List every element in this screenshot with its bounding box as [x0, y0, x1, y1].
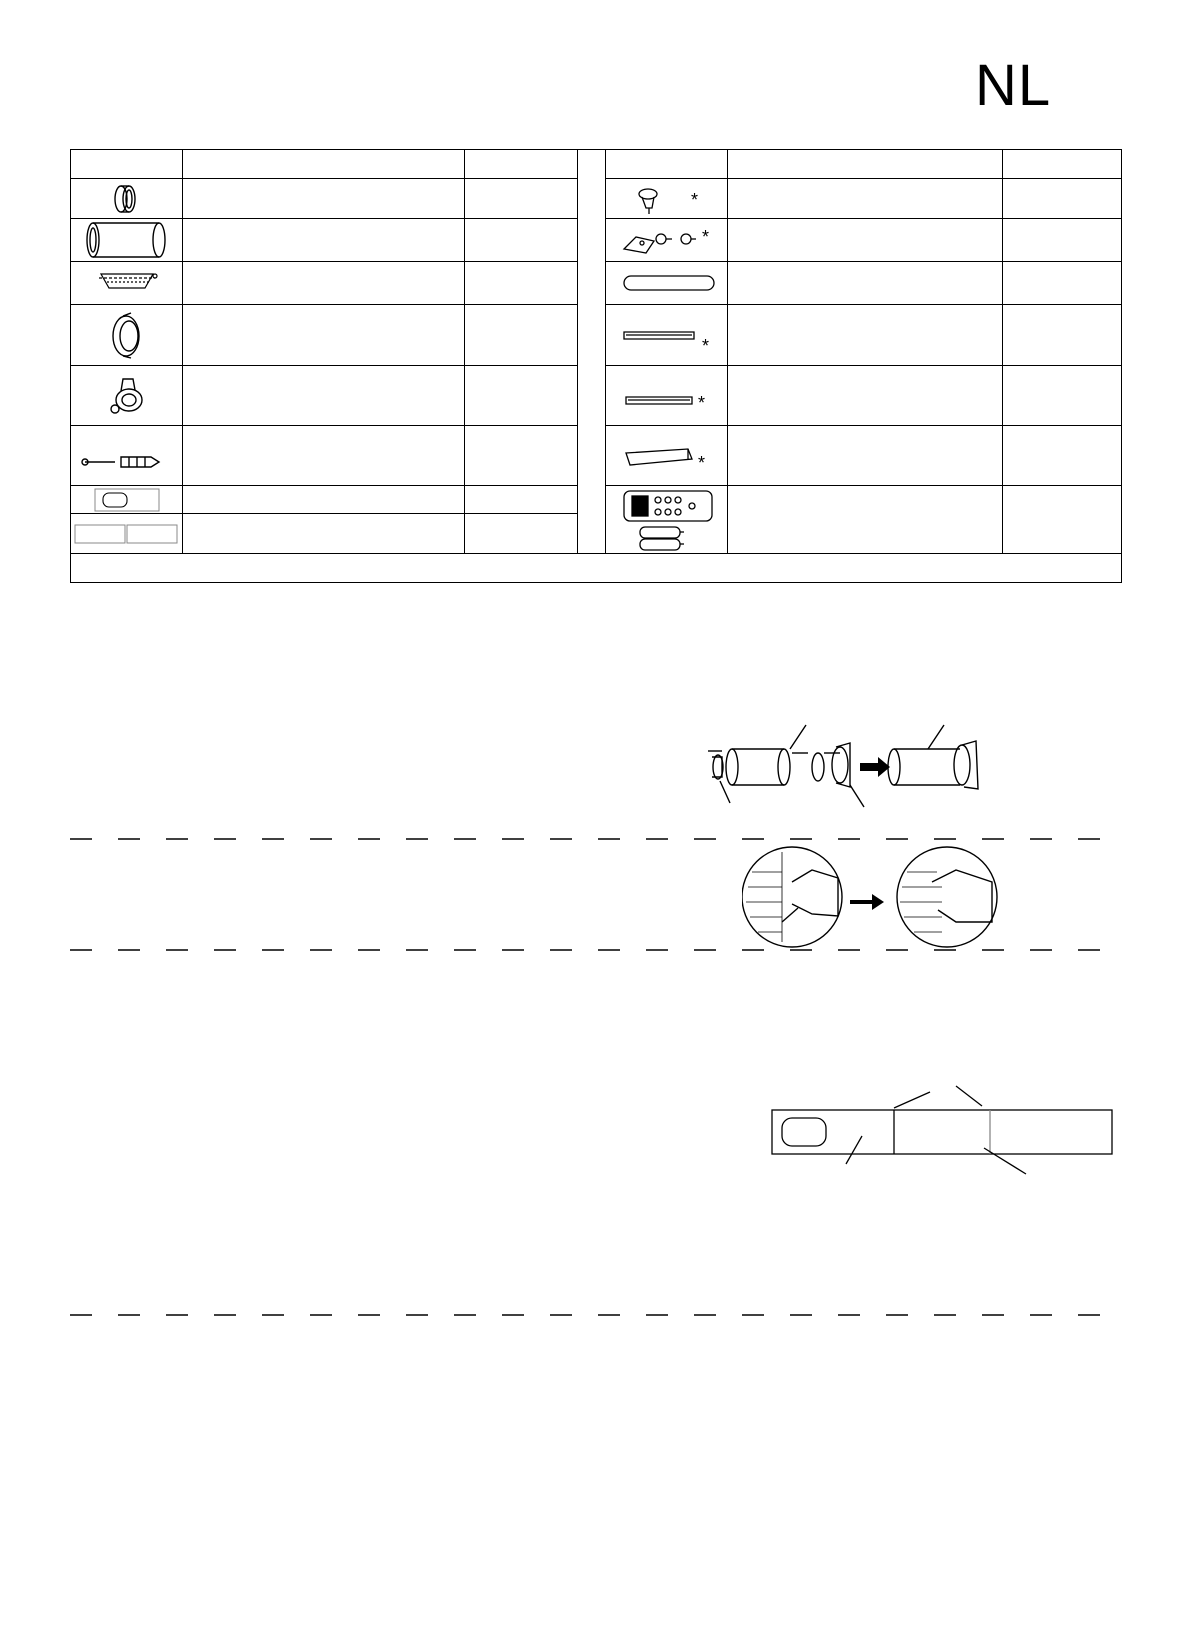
parts-table: [70, 149, 1122, 583]
foam-seal-c-icon: [606, 366, 728, 426]
hose-assembly-figure: [700, 715, 1000, 815]
asterisk: *: [691, 189, 699, 210]
remote-control-and-batteries-icon: [606, 486, 728, 554]
bracket-and-screws-icon: [606, 219, 728, 262]
language-code: NL: [975, 53, 1052, 118]
foam-seal-b-icon: [606, 305, 728, 366]
window-slider-adapter-icon: [71, 179, 183, 219]
svg-text:*: *: [698, 392, 706, 413]
exhaust-cap-icon: [71, 366, 183, 426]
svg-text:*: *: [702, 227, 710, 247]
table-footer-row: [71, 554, 1122, 583]
wall-install-figure: [742, 842, 1002, 952]
wall-exhaust-adapter-icon: [71, 305, 183, 366]
table-header-row: [71, 150, 1122, 179]
bolt-icon: [606, 179, 728, 219]
window-slider-panel-icon: [71, 514, 183, 554]
window-panel-icon: [71, 486, 183, 514]
svg-text:*: *: [702, 336, 710, 356]
section-divider: [70, 838, 1121, 840]
foam-seal-d-icon: [606, 426, 728, 486]
svg-text:*: *: [698, 452, 706, 473]
section-divider: [70, 1314, 1121, 1316]
window-kit-figure: [770, 1078, 1120, 1203]
exhaust-hose-icon: [71, 219, 183, 262]
section-divider: [70, 949, 1121, 951]
foam-seal-a-icon: [606, 262, 728, 305]
wall-bracket-icon: [71, 262, 183, 305]
screw-and-anchor-icon: [71, 426, 183, 486]
